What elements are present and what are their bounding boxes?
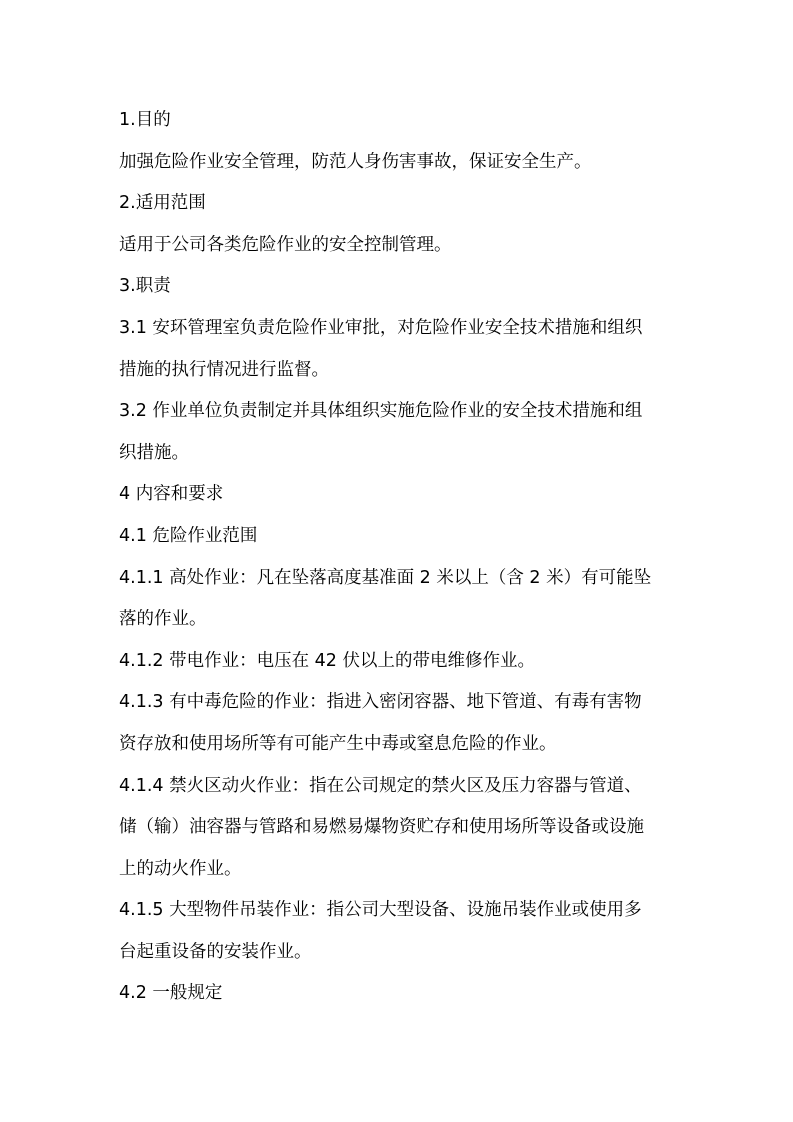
item-4-1-4-line-3: 上的动火作业。 [119,858,242,879]
item-4-1-3-line-1: 4.1.3 有中毒危险的作业：指进入密闭容器、地下管道、有毒有害物 [119,692,642,713]
responsibility-3-2-line-1: 3.2 作业单位负责制定并具体组织实施危险作业的安全技术措施和组 [119,401,643,422]
responsibility-3-2-line-2: 织措施。 [119,442,189,463]
section-heading-content: 4 内容和要求 [119,484,224,505]
section-heading-scope: 2.适用范围 [119,193,206,214]
item-4-1-3-line-2: 资存放和使用场所等有可能产生中毒或窒息危险的作业。 [119,733,557,754]
item-4-1-4-line-2: 储（输）油容器与管路和易燃易爆物资贮存和使用场所等设备或设施 [119,817,644,838]
subsection-heading-4-1: 4.1 危险作业范围 [119,525,258,546]
item-4-1-5-line-2: 台起重设备的安装作业。 [119,941,312,962]
item-4-1-4-line-1: 4.1.4 禁火区动火作业：指在公司规定的禁火区及压力容器与管道、 [119,775,642,796]
responsibility-3-1-line-2: 措施的执行情况进行监督。 [119,359,329,380]
purpose-text: 加强危险作业安全管理，防范人身伤害事故，保证安全生产。 [119,151,592,172]
responsibility-3-1-line-1: 3.1 安环管理室负责危险作业审批，对危险作业安全技术措施和组织 [119,317,643,338]
item-4-1-2: 4.1.2 带电作业：电压在 42 伏以上的带电维修作业。 [119,650,535,671]
item-4-1-1-line-2: 落的作业。 [119,609,207,630]
item-4-1-1-line-1: 4.1.1 高处作业：凡在坠落高度基准面 2 米以上（含 2 米）有可能坠 [119,567,652,588]
document-body [119,100,679,1015]
subsection-heading-4-2: 4.2 一般规定 [119,983,223,1004]
section-heading-responsibilities: 3.职责 [119,276,171,297]
scope-text: 适用于公司各类危险作业的安全控制管理。 [119,234,452,255]
section-heading-purpose: 1.目的 [119,110,171,130]
item-4-1-5-line-1: 4.1.5 大型物件吊装作业：指公司大型设备、设施吊装作业或使用多 [119,900,642,921]
